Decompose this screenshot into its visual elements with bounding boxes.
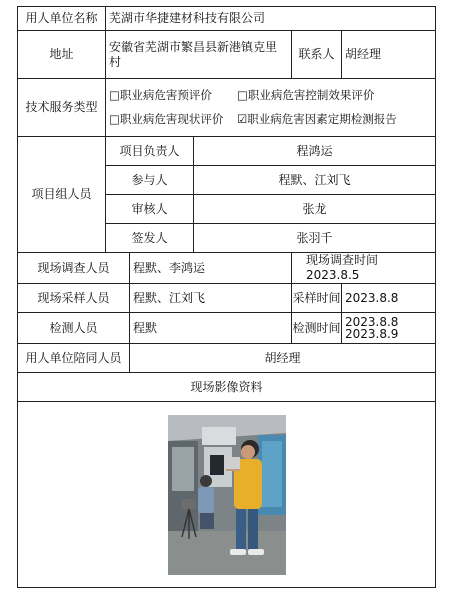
address-value: 安徽省芜湖市繁昌县新港镇克里村	[106, 31, 292, 79]
unit-name-value: 芜湖市华捷建材科技有限公司	[106, 7, 436, 31]
sampling-staff-label: 现场采样人员	[18, 284, 130, 313]
testing-time-value: 2023.8.9	[345, 327, 399, 341]
survey-staff-value: 程默、李鸿运	[130, 253, 292, 284]
service-type-options	[106, 79, 436, 137]
service-type-label: 技术服务类型	[18, 79, 106, 137]
survey-time-cell	[292, 253, 436, 284]
survey-time-value: 2023.8.5	[306, 268, 360, 282]
project-team-label: 项目组人员	[18, 137, 106, 253]
team-name: 程鸿运	[194, 137, 436, 166]
accompany-staff-label: 用人单位陪同人员	[18, 344, 130, 373]
team-role: 审核人	[106, 195, 194, 224]
survey-record-form	[17, 6, 436, 588]
testing-time-label: 检测时间	[292, 313, 342, 344]
accompany-staff-value: 胡经理	[130, 344, 436, 373]
sampling-time-label: 采样时间	[292, 284, 342, 313]
site-images-cell	[18, 402, 436, 588]
site-photo	[168, 415, 286, 575]
testing-time-value: 2023.8.8	[345, 315, 399, 329]
service-option-periodic-testing: ☑职业病危害因素定期检测报告	[237, 112, 397, 126]
contact-value: 胡经理	[342, 31, 436, 79]
team-role: 签发人	[106, 224, 194, 253]
survey-staff-label: 现场调查人员	[18, 253, 130, 284]
unit-name-label: 用人单位名称	[18, 7, 106, 31]
service-option-status-evaluation: □职业病危害现状评价	[109, 112, 224, 126]
address-label: 地址	[18, 31, 106, 79]
testing-staff-label: 检测人员	[18, 313, 130, 344]
site-images-label: 现场影像资料	[18, 373, 436, 402]
sampling-staff-value: 程默、江刘飞	[130, 284, 292, 313]
team-name: 张龙	[194, 195, 436, 224]
service-option-pre-evaluation: □职业病危害预评价	[109, 88, 212, 102]
team-name: 程默、江刘飞	[194, 166, 436, 195]
sampling-time-value: 2023.8.8	[342, 284, 436, 313]
service-option-control-evaluation: □职业病危害控制效果评价	[237, 88, 375, 102]
team-role: 项目负责人	[106, 137, 194, 166]
testing-time-values	[342, 313, 436, 344]
contact-label: 联系人	[292, 31, 342, 79]
team-role: 参与人	[106, 166, 194, 195]
testing-staff-value: 程默	[130, 313, 292, 344]
team-name: 张羽千	[194, 224, 436, 253]
survey-time-label: 现场调查时间	[306, 253, 379, 267]
